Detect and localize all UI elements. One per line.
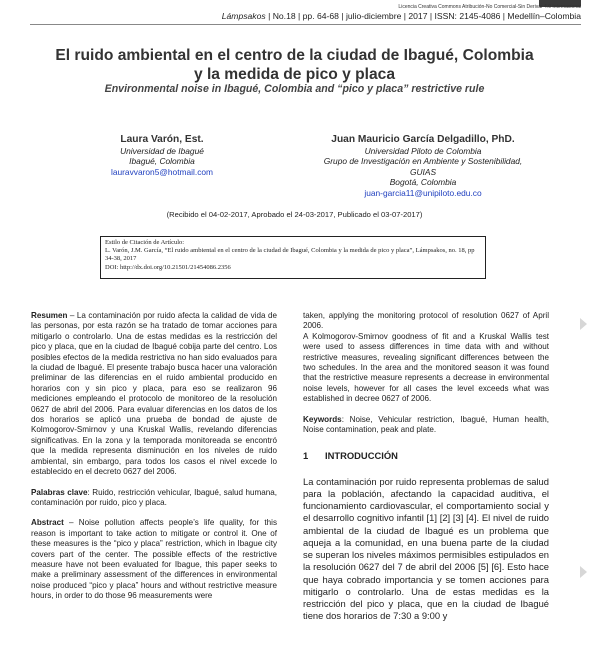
journal-meta: | No.18 | pp. 64-68 | julio-diciembre | 2017 | ISSN: 2145-4086 | Medellín–Colombia [265, 11, 581, 21]
abstract-label: Abstract [31, 518, 64, 528]
citation-doi[interactable]: DOI: http://dx.doi.org/10.21501/21454086.2356 [105, 263, 231, 271]
resumen-label: Resumen [31, 311, 68, 320]
citation-label: Estilo de Citación de Artículo: [105, 239, 185, 246]
keywords-label: Keywords [303, 414, 342, 424]
introduction-text: La contaminación por ruido representa problemas de salud para la población, afectando la capacidad auditiva, el funcionamiento cardiovascular, el comportamiento social y el desarrollo cognitivo infantil [1] [2] [3] [4]. El nivel de ruido ambiental de la ciudad de Ibagué es un problema que aqueja a la comunidad, en una buena parte de la ciudad se superan los niveles máximos permisibles estipulados en la resolución 0627 del 7 de abril del 2006 [5] [6]. Esto hace que haya cobrado importancia y se tomen acciones para mitigarlo o controlarlo. Una de estas medidas es la restricción del pico y placa, que en la ciudad de Ibagué tiene dos horarios de 7:30 a 9:00 y [303, 475, 549, 622]
section-heading-introduccion [303, 451, 549, 461]
page-forward-arrow-icon-lower[interactable] [580, 566, 587, 578]
section-title: INTRODUCCIÓN [325, 450, 398, 462]
resumen-paragraph [31, 311, 277, 478]
author-2-group: Grupo de Investigación en Ambiente y Sostenibilidad, [323, 156, 523, 167]
author-1-name: Laura Varón, Est. [120, 134, 204, 145]
section-number: 1 [303, 450, 309, 462]
journal-name: Lámpsakos [221, 11, 266, 21]
title-line-1: El ruido ambiental en el centro de la ciudad de Ibagué, Colombia [55, 47, 534, 64]
author-1-location: Ibagué, Colombia [129, 156, 195, 167]
author-1 [72, 133, 252, 177]
received-dates: (Recibido el 04-02-2017, Aprobado el 24-03-2017, Publicado el 03-07-2017) [166, 210, 423, 219]
paper-title-spanish [0, 46, 589, 84]
license-text: Licencia Creativa Commons Atribución-No Comercial-Sin Derivar 4.0 Internacional [398, 4, 581, 10]
author-2-group-acronym: GUIAS [409, 166, 437, 177]
author-1-email[interactable]: lauravvaron5@hotmail.com [110, 166, 214, 177]
palabras-clave-text: : Ruido, restricción vehicular, Ibagué, salud humana, contaminación por ruido, pico y placa. [31, 487, 278, 507]
right-column [303, 311, 549, 622]
author-1-affiliation: Universidad de Ibagué [120, 146, 204, 156]
header-divider [30, 24, 581, 25]
palabras-clave-label: Palabras clave [31, 487, 88, 497]
paper-title-english: Environmental noise in Ibagué, Colombia and “pico y placa” restrictive rule [104, 83, 485, 95]
keywords-text: : Noise, Vehicular restriction, Ibagué, Human health, Noise contamination, peak and plate. [303, 414, 549, 435]
abstract-text: – Noise pollution affects people’s life quality, for this reason is important to take action to mitigate or control it. One of these measures is the “pico y placa” restriction, which in Ibague city covers part of the center. The possible effects of the restrictive measure have not been evaluated for Ibague, this paper seeks to make a preliminary assessment of the differences in environmental noise produced “pico y placa” hours and without restrictive measure hours, in order to do those 96 measurements were [31, 518, 277, 601]
citation-text: L. Varón, J.M. García, “El ruido ambiental en el centro de la ciudad de Ibagué, Colombia y la medida de pico y placa”, Lámpsakos, no. 18, pp 34-38, 2017 [105, 247, 475, 263]
author-2-affiliation: Universidad Piloto de Colombia [364, 146, 482, 156]
journal-header [222, 11, 581, 21]
keywords-paragraph [303, 415, 549, 436]
author-2-email[interactable]: juan-garcia11@unipiloto.edu.co [364, 187, 482, 198]
abstract-continued: taken, applying the monitoring protocol of resolution 0627 of April 2006. [303, 311, 549, 331]
resumen-text: – La contaminación por ruido afecta la calidad de vida de las personas, por esta razón se ha tratado de tomar acciones para mitigarlo o controlarlo. Una de estas medidas es la restricción del pico y placa, que en la ciudad de Ibagué cobija parte del centro. Los posibles efectos de la medida restrictiva no han sido evaluados para la ciudad de Ibagué. El presente trabajo busca hacer una valoración preliminar de las diferencias en el ruido ambiental producido en horarios con y sin pico y placa, para eso se realizaron 96 mediciones empleando el protocolo de monitoreo de la resolución 0627 de abril del 2006. Para evaluar diferencias en los datos de los dos horarios se aplicó una prueba de bondad de ajuste de Kolmogorov-Smirnov y una Kruskal Wallis, revelando diferencias significativas. En la zona y la temporada monitoreada se encontró que la medida representa disminución en los niveles de ruido ambiental, sin embargo, para todos los casos el nivel excede lo establecido en el decreto 0627 del 2006. [31, 311, 277, 477]
left-column [31, 311, 277, 602]
palabras-clave-paragraph [31, 488, 277, 509]
abstract-continued-2: A Kolmogorov-Smirnov goodness of fit and a Kruskal Wallis test were used to assess differences in time data with and without restrictive measures, revealing significant differences between the two schedules. In the area and the monitored season it was found that the restrictive measure represents a decrease in environmental noise levels, however for all cases the level exceeds what was established in decree 0627 of 2006. [303, 331, 549, 404]
citation-box [100, 236, 486, 279]
author-2 [284, 133, 562, 198]
abstract-paragraph [31, 518, 277, 601]
title-line-2: y la medida de pico y placa [193, 66, 396, 83]
author-2-location: Bogotá, Colombia [389, 177, 457, 188]
page-forward-arrow-icon[interactable] [580, 318, 587, 330]
author-2-name: Juan Mauricio García Delgadillo, PhD. [331, 134, 515, 145]
